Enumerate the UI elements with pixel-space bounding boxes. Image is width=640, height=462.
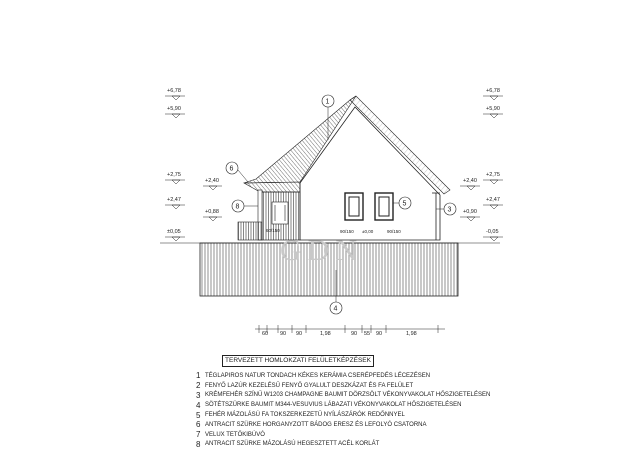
roof-left-eave — [244, 182, 300, 192]
legend-item: 7 VELUX TETŐKIBÚVÓ — [196, 430, 265, 440]
legend-item: 6 ANTRACIT SZÜRKE HORGANYZOTT BÁDOG ERESZ ÉS LEFOLYÓ CSATORNA — [196, 420, 427, 430]
inner-right-level-markers — [460, 178, 480, 221]
svg-text:5: 5 — [402, 200, 407, 208]
svg-text:90: 90 — [351, 331, 358, 337]
svg-text:1,98: 1,98 — [320, 331, 331, 337]
legend-item: 8 ANTRACIT SZÜRKE MÁZOLÁSÚ HEGESZTETT ACÉL KORLÁT — [196, 439, 380, 449]
svg-text:+0,88: +0,88 — [205, 209, 219, 215]
legend-item: 1 TÉGLAPIROS NATUR TONDACH KÉKES KERÁMIA CSERÉPFEDÉS LÉCEZÉSEN — [196, 371, 431, 381]
svg-text:+6,78: +6,78 — [167, 88, 181, 94]
svg-text:+5,90: +5,90 — [167, 106, 181, 112]
window-tag-left: 90/150 — [340, 229, 354, 234]
inner-left-level-markers — [203, 178, 222, 221]
svg-text:60: 60 — [262, 331, 269, 337]
annex-opening — [272, 202, 288, 224]
svg-text:1,98: 1,98 — [406, 331, 417, 337]
legend-item: 2 FENYŐ LAZÚR KEZELÉSŰ FENYŐ GYALULT DESZKÁZAT ÉS FA FELÜLET — [196, 381, 414, 391]
legend-title: TERVEZETT HOMLOKZATI FELÜLETKÉPZÉSEK — [222, 355, 374, 367]
svg-text:±0,05: ±0,05 — [167, 229, 181, 235]
svg-text:+2,75: +2,75 — [486, 172, 500, 178]
legend-list — [196, 371, 576, 449]
watermark: GDN — [280, 234, 363, 267]
svg-text:+2,47: +2,47 — [486, 197, 500, 203]
legend-item: 3 KRÉMFEHÉR SZÍNŰ W1203 CHAMPAGNE BAUMIT DÖRZSÖLT VÉKONYVAKOLAT HŐSZIGETELÉSEN — [196, 390, 491, 400]
legend-item: 5 FEHÉR MÁZOLÁSÚ FA TOKSZERKEZETŰ NYÍLÁSZÁRÓK REDŐNNYEL — [196, 410, 405, 420]
window-tag-right: 90/150 — [387, 229, 401, 234]
svg-text:+0,90: +0,90 — [463, 209, 477, 215]
svg-text:55: 55 — [364, 331, 371, 337]
svg-text:4: 4 — [333, 305, 338, 313]
right-level-markers — [483, 88, 503, 241]
svg-text:3: 3 — [447, 206, 452, 214]
callout-6 — [226, 162, 248, 182]
svg-text:6: 6 — [229, 165, 234, 173]
svg-text:+2,40: +2,40 — [463, 178, 477, 184]
svg-text:-0,05: -0,05 — [486, 229, 499, 235]
svg-text:8: 8 — [235, 203, 240, 211]
svg-text:90: 90 — [296, 331, 303, 337]
callout-8 — [232, 200, 258, 212]
legend-item: 4 SÖTÉTSZÜRKE BAUMIT M344-VESUVIUS LÁBAZATI VÉKONYVAKOLAT HŐSZIGETELÉSEN — [196, 400, 462, 410]
window-tag-annex: 60/150 — [266, 228, 280, 233]
svg-text:+2,47: +2,47 — [167, 197, 181, 203]
svg-text:+2,75: +2,75 — [167, 172, 181, 178]
dimension-line — [255, 325, 445, 337]
svg-text:1: 1 — [325, 98, 330, 106]
left-level-markers — [165, 88, 185, 241]
svg-text:90: 90 — [280, 331, 287, 337]
svg-text:+2,40: +2,40 — [205, 178, 219, 184]
porch-railing — [238, 222, 262, 240]
center-level: ±0,00 — [362, 229, 374, 234]
svg-text:+6,78: +6,78 — [486, 88, 500, 94]
svg-text:+5,90: +5,90 — [486, 106, 500, 112]
svg-text:90: 90 — [376, 331, 383, 337]
